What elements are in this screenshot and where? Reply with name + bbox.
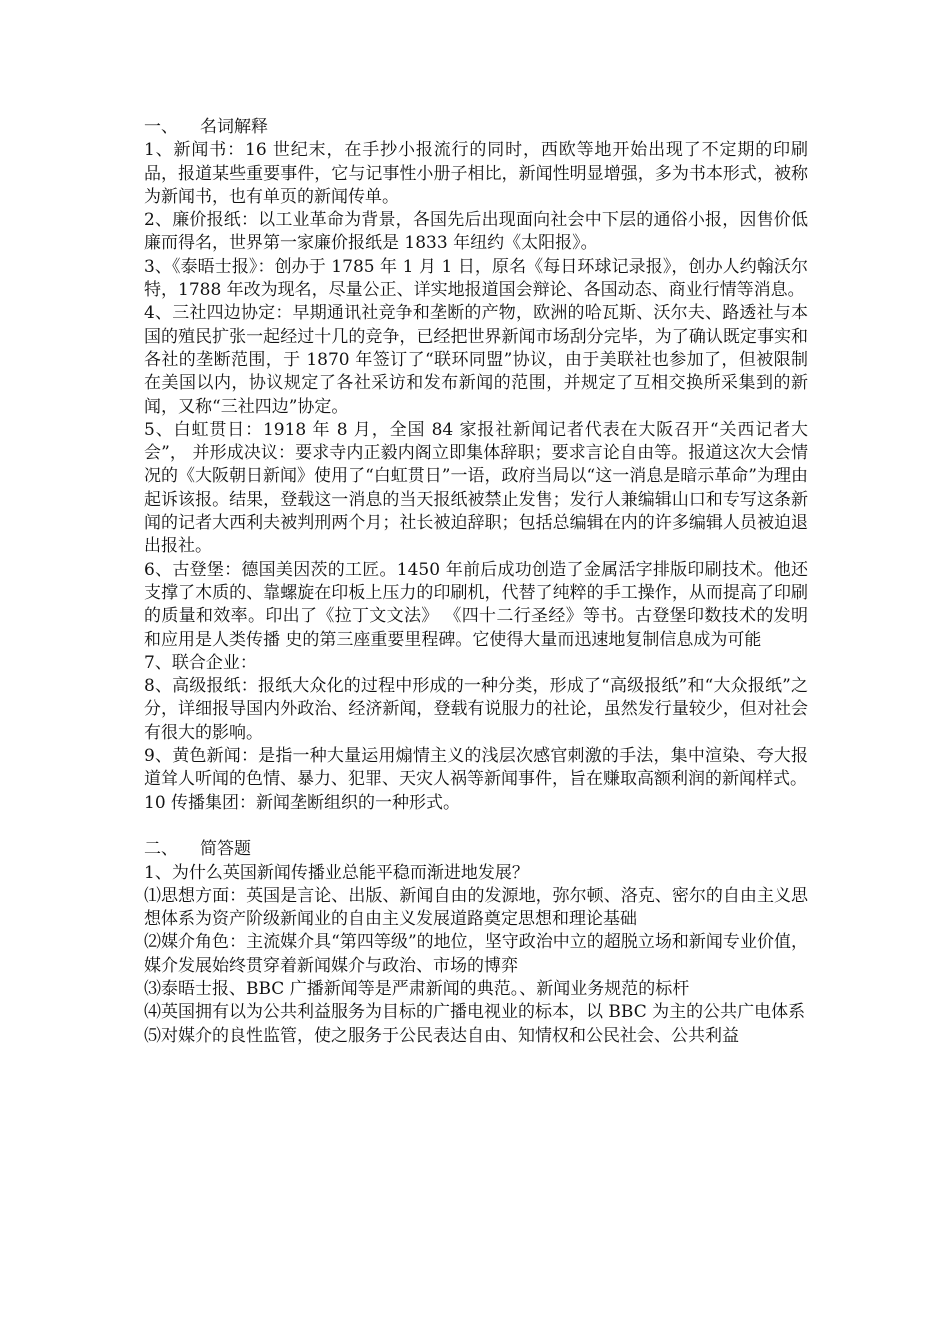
section-heading-terms — [144, 116, 808, 139]
paragraph-term-6: 6、古登堡：德国美因茨的工匠。1450 年前后成功创造了金属活字排版印刷技术。他还支撑了木质的、靠螺旋在印板上压力的印刷机，代替了纯粹的手工操作，从而提高了印刷的质量和效率。印出了《拉丁文文法》 《四十二行圣经》等书。古登堡印数技术的发明和应用是人类传播 史的第三座重要里程碑。它使得大量而迅速地复制信息成为可能 — [144, 559, 808, 650]
paragraph-term-2: 2、廉价报纸：以工业革命为背景，各国先后出现面向社会中下层的通俗小报，因售价低廉而得名，世界第一家廉价报纸是 1833 年纽约《太阳报》。 — [144, 210, 808, 254]
section-heading-short-answer — [144, 838, 808, 861]
section-number: 二、 — [144, 839, 178, 860]
paragraph-term-1: 1、新闻书：16 世纪末，在手抄小报流行的同时，西欧等地开始出现了不定期的印刷品，报道某些重要事件，它与记事性小册子相比，新闻性明显增强，多为书本形式，被称为新闻书，也有单页的新闻传单。 — [144, 140, 808, 207]
paragraph-term-3: 3、《泰晤士报》：创办于 1785 年 1 月 1 日，原名《每日环球记录报》，创办人约翰沃尔特，1788 年改为现名，尽量公正、详实地报道国会辩论、各国动态、商业行情等消息。 — [144, 256, 808, 301]
section-title: 名词解释 — [200, 117, 268, 137]
document-page — [144, 116, 808, 1048]
paragraph-term-8: 8、高级报纸：报纸大众化的过程中形成的一种分类，形成了“高级报纸”和“大众报纸”之分，详细报导国内外政治、经济新闻，登载有说服力的社论，虽然发行量较少，但对社会有很大的影响。 — [144, 676, 808, 743]
paragraph-answer-point-1: ⑴思想方面：英国是言论、出版、新闻自由的发源地，弥尔顿、洛克、密尔的自由主义思想体系为资产阶级新闻业的自由主义发展道路奠定思想和理论基础 — [144, 885, 808, 930]
paragraph-term-4: 4、三社四边协定：早期通讯社竞争和垄断的产物，欧洲的哈瓦斯、沃尔夫、路透社与本国的殖民扩张一起经过十几的竞争，已经把世界新闻市场刮分完毕，为了确认既定事实和各社的垄断范围，于 1870 年签订了“联环同盟”协议，由于美联社也参加了，但被限制在美国以内，协议规定了各社采访和发布新闻的范围，并规定了互相交换所采集到的新闻，又称“三社四边”协定。 — [144, 303, 808, 417]
paragraph-answer-point-3: ⑶泰晤士报、BBC 广播新闻等是严肃新闻的典范。、新闻业务规范的标杆 — [144, 978, 690, 999]
paragraph-answer-point-5: ⑸对媒介的良性监管，使之服务于公民表达自由、知情权和公民社会、公共利益 — [144, 1025, 739, 1046]
paragraph-term-7: 7、联合企业： — [144, 652, 257, 673]
paragraph-answer-point-4: ⑷英国拥有以为公共利益服务为目标的广播电视业的标本，以 BBC 为主的公共广电体系 — [144, 1002, 806, 1023]
paragraph-term-9: 9、黄色新闻：是指一种大量运用煽情主义的浅层次感官刺激的手法，集中渲染、夸大报道耸人听闻的色情、暴力、犯罪、天灾人祸等新闻事件，旨在赚取高额利润的新闻样式。 — [144, 746, 808, 790]
paragraph-answer-point-2: ⑵媒介角色：主流媒介具“第四等级”的地位，坚守政治中立的超脱立场和新闻专业价值，媒介发展始终贯穿着新闻媒介与政治、市场的博弈 — [144, 932, 808, 976]
section-title: 简答题 — [200, 839, 251, 860]
paragraph-question-1: 1、为什么英国新闻传播业总能平稳而渐进地发展？ — [144, 862, 529, 883]
paragraph-term-5: 5、白虹贯日：1918 年 8 月，全国 84 家报社新闻记者代表在大阪召开“关西记者大会”， 并形成决议：要求寺内正毅内阁立即集体辞职；要求言论自由等。报道这次大会情况的《大阪朝日新闻》使用了“白虹贯日”一语，政府当局以“这一消息是暗示革命”为理由起诉该报。结果，登载这一消息的当天报纸被禁止发售；发行人兼编辑山口和专写这条新闻的记者大西利夫被判刑两个月；社长被迫辞职；包括总编辑在内的许多编辑人员被迫退出报社。 — [144, 419, 808, 557]
section-number: 一、 — [144, 117, 178, 137]
paragraph-term-10: 10 传播集团：新闻垄断组织的一种形式。 — [144, 792, 461, 813]
section-spacer — [144, 815, 808, 838]
